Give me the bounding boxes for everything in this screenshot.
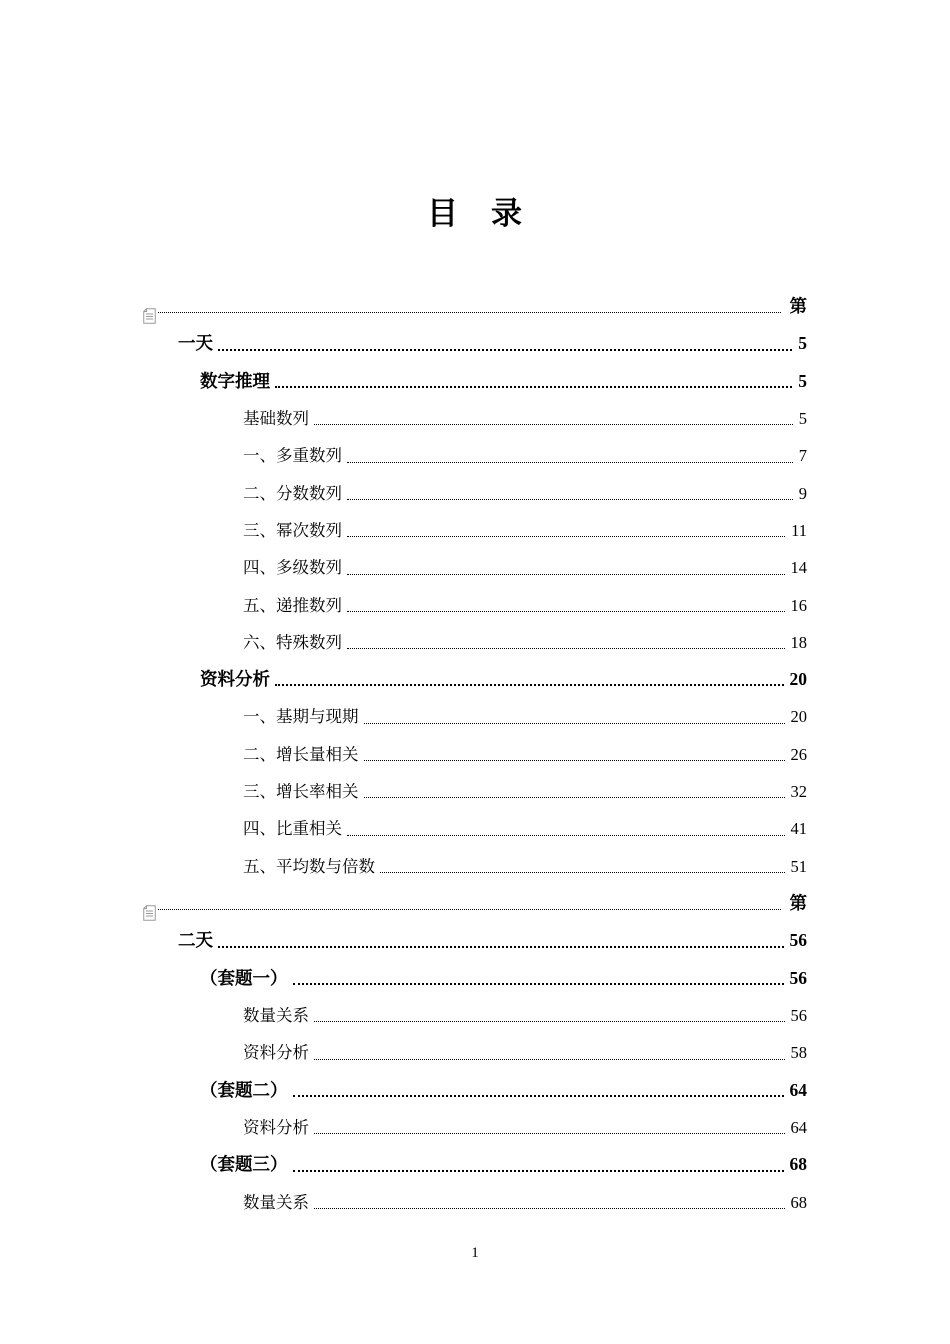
toc-page-number: 5 bbox=[798, 408, 807, 428]
dot-leader bbox=[347, 512, 785, 549]
dot-leader bbox=[314, 1184, 785, 1221]
toc-row[interactable] bbox=[143, 1072, 807, 1109]
toc-row[interactable] bbox=[143, 848, 807, 885]
toc-entry-label: 数字推理 bbox=[200, 370, 270, 391]
toc-page-number: 14 bbox=[790, 558, 807, 578]
toc-page-number: 第 bbox=[789, 893, 807, 913]
toc-page-number: 7 bbox=[798, 446, 807, 466]
toc-page-number: 64 bbox=[790, 1117, 807, 1137]
toc-row[interactable] bbox=[143, 475, 807, 512]
dot-leader bbox=[314, 400, 793, 437]
toc-entry-label: 资料分析 bbox=[200, 669, 270, 690]
dot-leader bbox=[364, 773, 785, 810]
toc-page-number: 68 bbox=[789, 1154, 807, 1175]
dot-leader bbox=[293, 1146, 784, 1183]
dot-leader bbox=[347, 549, 785, 586]
toc-page-number: 51 bbox=[790, 856, 807, 876]
dot-leader bbox=[218, 325, 792, 362]
toc-page-number: 20 bbox=[790, 707, 807, 727]
toc-row[interactable] bbox=[143, 512, 807, 549]
dot-leader bbox=[275, 661, 784, 698]
toc-row[interactable] bbox=[143, 960, 807, 997]
toc-entry-label: 五、平均数与倍数 bbox=[243, 856, 375, 876]
toc-row[interactable] bbox=[143, 288, 807, 325]
toc-row[interactable] bbox=[143, 1034, 807, 1071]
dot-leader bbox=[158, 288, 781, 325]
toc-page-number: 26 bbox=[790, 744, 807, 764]
toc-entry-label: 一天 bbox=[178, 333, 213, 354]
dot-leader bbox=[347, 437, 793, 474]
page-title: 目 录 bbox=[427, 196, 523, 231]
dot-leader bbox=[364, 736, 785, 773]
footer-page-number: 1 bbox=[471, 1245, 479, 1261]
toc-entry-label: 二、分数数列 bbox=[243, 483, 342, 503]
toc-entry-label: 三、幂次数列 bbox=[243, 520, 342, 540]
dot-leader bbox=[293, 1072, 784, 1109]
toc-page-number: 18 bbox=[790, 632, 807, 652]
toc-entry-label: 基础数列 bbox=[243, 408, 309, 428]
toc-page-number: 20 bbox=[789, 669, 807, 690]
toc-entry-label: 一、多重数列 bbox=[243, 446, 342, 466]
dot-leader bbox=[158, 885, 781, 922]
toc-row[interactable] bbox=[143, 1184, 807, 1221]
toc-row[interactable] bbox=[143, 1109, 807, 1146]
toc-entry-label: 一、基期与现期 bbox=[243, 707, 359, 727]
toc-entry-label: （套题一） bbox=[200, 967, 288, 988]
toc-row[interactable] bbox=[143, 773, 807, 810]
dot-leader bbox=[314, 1034, 785, 1071]
toc-row[interactable] bbox=[143, 736, 807, 773]
toc-entry-label: 二、增长量相关 bbox=[243, 744, 359, 764]
toc-entry-label: （套题三） bbox=[200, 1154, 288, 1175]
table-of-contents bbox=[143, 288, 807, 1221]
toc-entry-label: 二天 bbox=[178, 930, 213, 951]
dot-leader bbox=[218, 922, 784, 959]
toc-entry-label: 资料分析 bbox=[243, 1117, 309, 1137]
toc-entry-label: 三、增长率相关 bbox=[243, 782, 359, 802]
dot-leader bbox=[275, 363, 792, 400]
dot-leader bbox=[364, 698, 785, 735]
dot-leader bbox=[314, 997, 785, 1034]
toc-row[interactable] bbox=[143, 922, 807, 959]
document-placeholder-icon bbox=[143, 897, 156, 913]
toc-entry-label: （套题二） bbox=[200, 1079, 288, 1100]
toc-row[interactable] bbox=[143, 661, 807, 698]
toc-page-number: 56 bbox=[789, 967, 807, 988]
dot-leader bbox=[314, 1109, 785, 1146]
toc-row[interactable] bbox=[143, 810, 807, 847]
toc-page-number: 56 bbox=[789, 930, 807, 951]
toc-entry-label: 四、多级数列 bbox=[243, 558, 342, 578]
document-placeholder-icon bbox=[143, 300, 156, 316]
toc-row[interactable] bbox=[143, 400, 807, 437]
toc-row[interactable] bbox=[143, 885, 807, 922]
toc-row[interactable] bbox=[143, 587, 807, 624]
toc-row[interactable] bbox=[143, 1146, 807, 1183]
toc-page-number: 9 bbox=[798, 483, 807, 503]
toc-page-number: 5 bbox=[798, 333, 807, 354]
toc-row[interactable] bbox=[143, 549, 807, 586]
toc-row[interactable] bbox=[143, 698, 807, 735]
toc-entry-label: 六、特殊数列 bbox=[243, 632, 342, 652]
toc-page-number: 58 bbox=[790, 1043, 807, 1063]
dot-leader bbox=[347, 624, 785, 661]
toc-entry-label: 资料分析 bbox=[243, 1043, 309, 1063]
toc-row[interactable] bbox=[143, 437, 807, 474]
toc-page-number: 41 bbox=[790, 819, 807, 839]
toc-page-number: 11 bbox=[791, 520, 807, 540]
toc-row[interactable] bbox=[143, 997, 807, 1034]
toc-row[interactable] bbox=[143, 325, 807, 362]
toc-page-number: 56 bbox=[790, 1005, 807, 1025]
dot-leader bbox=[380, 848, 785, 885]
dot-leader bbox=[347, 587, 785, 624]
toc-entry-label: 数量关系 bbox=[243, 1005, 309, 1025]
dot-leader bbox=[347, 475, 793, 512]
toc-entry-label: 四、比重相关 bbox=[243, 819, 342, 839]
toc-page-number: 第 bbox=[789, 296, 807, 316]
toc-entry-label: 五、递推数列 bbox=[243, 595, 342, 615]
dot-leader bbox=[293, 960, 784, 997]
toc-row[interactable] bbox=[143, 624, 807, 661]
toc-page-number: 32 bbox=[790, 782, 807, 802]
dot-leader bbox=[347, 810, 785, 847]
toc-page-number: 68 bbox=[790, 1192, 807, 1212]
toc-page-number: 64 bbox=[789, 1079, 807, 1100]
toc-entry-label: 数量关系 bbox=[243, 1192, 309, 1212]
toc-page-number: 16 bbox=[790, 595, 807, 615]
toc-page-number: 5 bbox=[798, 370, 807, 391]
toc-row[interactable] bbox=[143, 363, 807, 400]
